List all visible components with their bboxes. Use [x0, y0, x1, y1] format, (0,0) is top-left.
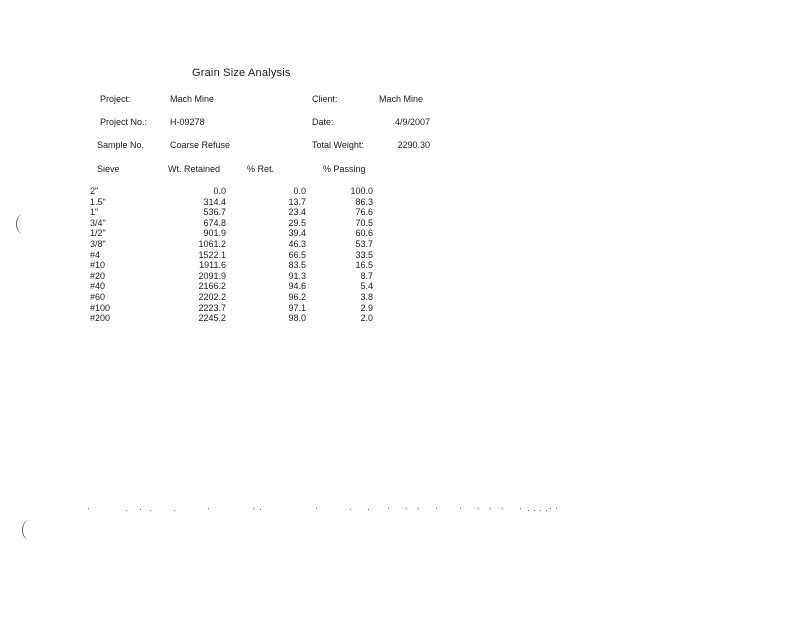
- cell-wt-retained: 0.0: [213, 186, 226, 196]
- cell-sieve: #200: [90, 313, 111, 324]
- cell-pct-ret: 83.5: [288, 260, 306, 271]
- date-value: 4/9/2007: [394, 117, 430, 127]
- project-no-value: H-09278: [170, 117, 205, 127]
- scan-speck: [478, 508, 479, 509]
- cell-pct-passing: 53.7: [355, 239, 373, 249]
- cell-wt-retained: 901.9: [203, 228, 226, 239]
- cell-wt-retained: 314.4: [203, 196, 226, 207]
- cell-pct-passing: 86.3: [355, 196, 373, 207]
- col-header-sieve: Sieve: [97, 164, 120, 174]
- cell-pct-passing: 76.6: [355, 207, 373, 218]
- scan-speck: [406, 508, 407, 509]
- project-value: Mach Mine: [170, 94, 215, 104]
- punch-hole-mark: [22, 520, 37, 540]
- cell-pct-ret: 29.5: [288, 217, 306, 228]
- scan-speck: [350, 509, 351, 510]
- cell-pct-passing: 2.0: [360, 313, 373, 324]
- cell-pct-ret: 96.2: [288, 292, 306, 302]
- cell-sieve: 3/4": [90, 217, 106, 228]
- cell-pct-ret: 97.1: [288, 302, 306, 313]
- cell-sieve: 1/2": [90, 228, 106, 239]
- cell-pct-passing: 5.4: [360, 281, 373, 292]
- cell-wt-retained: 536.7: [203, 207, 226, 218]
- scan-speck: [436, 508, 437, 509]
- cell-pct-passing: 3.8: [360, 292, 373, 302]
- total-weight-value: 2290.30: [397, 140, 430, 150]
- cell-pct-ret: 46.3: [288, 239, 306, 249]
- cell-wt-retained: 1061.2: [198, 239, 226, 249]
- cell-sieve: #10: [90, 260, 106, 271]
- cell-pct-passing: 16.5: [355, 260, 373, 271]
- sample-no-value: Coarse Refuse: [170, 140, 231, 150]
- cell-pct-passing: 33.5: [355, 249, 373, 260]
- scan-speck: [534, 510, 535, 511]
- scan-speck: [174, 510, 175, 511]
- cell-pct-passing: 100.0: [350, 186, 373, 196]
- cell-sieve: 2": [90, 186, 99, 196]
- cell-pct-ret: 94.6: [288, 281, 306, 292]
- scan-speck: [502, 508, 503, 509]
- scan-speck: [546, 510, 547, 511]
- scan-speck: [540, 510, 541, 511]
- scan-speck: [556, 508, 557, 509]
- cell-sieve: #40: [90, 281, 106, 292]
- cell-sieve: 1.5": [90, 196, 106, 207]
- date-label: Date:: [312, 117, 334, 127]
- scan-speck: [368, 509, 369, 510]
- cell-wt-retained: 2202.2: [198, 292, 226, 302]
- scan-speck: [460, 508, 461, 509]
- client-label: Client:: [312, 94, 338, 104]
- cell-pct-passing: 2.9: [360, 302, 373, 313]
- cell-pct-ret: 13.7: [288, 196, 306, 207]
- scan-noise: [88, 508, 508, 512]
- cell-wt-retained: 2223.7: [198, 302, 226, 313]
- cell-sieve: #100: [90, 302, 111, 313]
- cell-sieve: 1": [90, 207, 99, 218]
- scan-speck: [528, 510, 529, 511]
- client-value: Mach Mine: [379, 94, 424, 104]
- cell-sieve: #4: [90, 249, 101, 260]
- cell-wt-retained: 2091.9: [198, 270, 226, 281]
- cell-pct-ret: 23.4: [288, 207, 306, 218]
- scan-speck: [208, 508, 209, 509]
- scan-speck: [316, 508, 317, 509]
- project-label: Project:: [100, 94, 131, 104]
- cell-wt-retained: 674.8: [203, 217, 226, 228]
- col-header-wt-retained: Wt. Retained: [168, 164, 221, 174]
- cell-pct-ret: 98.0: [288, 313, 306, 324]
- project-no-label: Project No.:: [100, 117, 148, 127]
- col-header-pct-passing: % Passing: [323, 164, 366, 174]
- cell-wt-retained: 1522.1: [198, 249, 226, 260]
- cell-sieve: 3/8": [90, 239, 106, 249]
- cell-sieve: #20: [90, 270, 106, 281]
- punch-hole-mark: [16, 214, 31, 234]
- cell-wt-retained: 2166.2: [198, 281, 226, 292]
- scan-speck: [490, 508, 491, 509]
- cell-pct-ret: 0.0: [293, 186, 306, 196]
- cell-pct-passing: 8.7: [360, 270, 373, 281]
- scan-speck: [260, 509, 261, 510]
- scan-speck: [520, 508, 521, 509]
- scan-speck: [150, 510, 151, 511]
- cell-pct-ret: 91.3: [288, 270, 306, 281]
- sample-no-label: Sample No.: [97, 140, 145, 150]
- scan-speck: [550, 508, 551, 509]
- cell-pct-ret: 66.5: [288, 249, 306, 260]
- scan-speck: [253, 508, 254, 509]
- col-header-pct-ret: % Ret.: [247, 164, 275, 174]
- scan-speck: [88, 508, 89, 509]
- cell-wt-retained: 1911.6: [199, 260, 226, 271]
- page-title: Grain Size Analysis: [192, 67, 291, 79]
- cell-pct-ret: 39.4: [288, 228, 306, 239]
- scan-speck: [126, 510, 127, 511]
- cell-pct-passing: 60.6: [355, 228, 373, 239]
- cell-sieve: #60: [90, 292, 106, 302]
- cell-pct-passing: 70.5: [355, 217, 373, 228]
- scan-speck: [388, 508, 389, 509]
- scan-speck: [418, 508, 419, 509]
- total-weight-label: Total Weight:: [312, 140, 364, 150]
- scan-speck: [140, 509, 141, 510]
- cell-wt-retained: 2245.2: [198, 313, 226, 324]
